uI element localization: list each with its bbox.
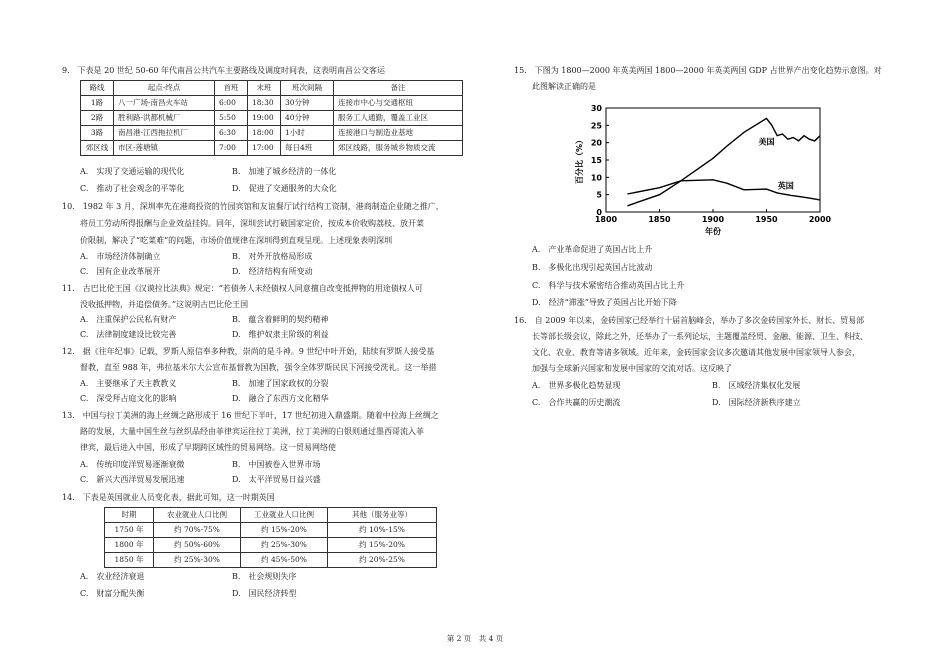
q14-option-a: A. 农业经济衰退 (80, 572, 145, 581)
table-header-cell: 工业就业人口比例 (241, 508, 328, 523)
table-header-cell: 时期 (105, 508, 154, 523)
table-row (81, 126, 463, 141)
y-tick-label: 20 (590, 138, 602, 148)
q10-option-b: B. 对外开放格局形成 (232, 252, 313, 261)
table-row (105, 523, 437, 538)
q15-stem-line: 15. 下图为 1800—2000 年英美两国 1800—2000 年英美两国 GDP 占世界产出变化趋势示意图。对 (514, 66, 882, 75)
q11-option-a: A. 注重保护公民私有财产 (80, 315, 177, 324)
table-cell: 1小时 (281, 126, 334, 141)
q15-option-c: C. 科学与技术紧密结合推动英国占比上升 (532, 281, 685, 290)
q14-option-d: D. 国民经济转型 (232, 589, 297, 598)
plot-frame (606, 108, 820, 212)
q16-stem-line: 16. 自 2009 年以来，金砖国家已经举行十届首脑峰会，举办了多次金砖国家外长、财长、贸易部 (514, 316, 865, 325)
q9-option-b: B. 加速了城乡经济的一体化 (232, 167, 337, 176)
q9-option-c: C. 推动了社会观念的平等化 (80, 184, 185, 193)
table-cell: 连接市中心与交通枢纽 (334, 96, 463, 111)
q14-table (104, 507, 437, 568)
y-tick-label: 10 (590, 173, 602, 183)
table-cell: 17:00 (248, 141, 281, 156)
table-cell: 郊区线路，服务城乡物质交流 (334, 141, 463, 156)
table-header-cell: 其他（服务业等） (328, 508, 437, 523)
y-axis-label: 百分比（%） (575, 135, 584, 185)
table-cell: 约 20%-25% (328, 553, 437, 568)
x-tick-label: 1850 (648, 215, 671, 224)
table-cell: 40分钟 (281, 111, 334, 126)
q16-option-b: B. 区域经济集权化发展 (712, 381, 801, 390)
q12-stem-line: 12. 据《往年纪事》记载，罗斯人原信奉多种教，崇尚的是斗神。9 世纪中叶开始，陆续有罗斯人接受基 (62, 347, 435, 356)
q13-option-a: A. 传统印度洋贸易逐渐衰微 (80, 460, 185, 469)
q14-stem: 14. 下表是英国就业人员变化表，据此可知，这一时期英国 (62, 493, 275, 502)
gdp-share-chart (572, 100, 832, 240)
table-cell: 约 50%-60% (154, 538, 241, 553)
q12-option-b: B. 加速了国家政权的分裂 (232, 379, 329, 388)
table-cell: 2路 (81, 111, 114, 126)
table-cell: 南昌港-江西拖拉机厂 (114, 126, 215, 141)
q16-option-c: C. 合作共赢的历史潮流 (532, 398, 621, 407)
q9-option-a: A. 实现了交通运输的现代化 (80, 167, 185, 176)
q10-stem-line: 价限制，解决了“吃菜难”的问题，市场价值规律在深圳得到直观呈现。上述现象表明深圳 (80, 236, 393, 245)
q12-option-a: A. 主要继承了天主教教义 (80, 379, 177, 388)
q13-stem-line: 律宾，最后进入中国，形成了早期跨区域性的贸易网络。这一贸易网络使 (80, 443, 336, 452)
table-cell: 18:00 (248, 126, 281, 141)
chart-series (627, 118, 820, 205)
x-tick-label: 1900 (701, 215, 725, 224)
table-cell: 5:50 (215, 111, 248, 126)
x-tick-label: 2000 (808, 215, 832, 224)
q11-option-b: B. 蕴含着鲜明的契约精神 (232, 315, 329, 324)
q11-stem-line: 没收抵押物，并追偿债务。”这说明古巴比伦王国 (80, 300, 249, 309)
table-cell: 约 10%-15% (328, 523, 437, 538)
q10-option-d: D. 经济结构有所变动 (232, 267, 313, 276)
q16-option-d: D. 国际经济新秩序建立 (712, 398, 801, 407)
table-header-row (81, 81, 463, 96)
table-cell: 约 25%-30% (241, 538, 328, 553)
table-cell: 服务工人通勤，覆盖工业区 (334, 111, 463, 126)
table-header-cell: 起点-终点 (114, 81, 215, 96)
table-cell: 1路 (81, 96, 114, 111)
table-row (105, 538, 437, 553)
table-cell: 1750 年 (105, 523, 154, 538)
table-cell: 约 15%-20% (328, 538, 437, 553)
table-cell: 30分钟 (281, 96, 334, 111)
table-header-cell: 班次间隔 (281, 81, 334, 96)
table-header-cell: 末班 (248, 81, 281, 96)
x-tick-label: 1950 (755, 215, 778, 224)
q16-option-a: A. 世界多极化趋势显现 (532, 381, 621, 390)
q15-option-b: B. 多极化出现引起英国占比波动 (532, 263, 653, 272)
table-cell: 6:30 (215, 126, 248, 141)
table-cell: 连接港口与制造业基地 (334, 126, 463, 141)
q12-stem-line: 督教，直至 988 年，弗拉基米尔大公宣布基督教为国教，强令全体罗斯民民下河接受洗礼。这一举措 (80, 363, 437, 372)
x-axis-label: 年份 (705, 227, 721, 236)
y-tick-label: 30 (590, 104, 602, 113)
table-header-cell: 备注 (334, 81, 463, 96)
table-cell: 每日4班 (281, 141, 334, 156)
q16-stem-line: 长等部长级会议，除此之外，还举办了一系列论坛，主题覆盖经贸、金融、能源、卫生、科技、 (532, 332, 868, 341)
q15-option-a: A. 产业革命促进了英国占比上升 (532, 245, 653, 254)
table-cell: 约 25%-30% (154, 553, 241, 568)
q13-stem-line: 13. 中国与拉丁美洲的海上丝绸之路形成于 16 世纪下半叶，17 世纪初进入鼎盛期。随着中拉海上丝绸之 (62, 411, 439, 420)
table-row (81, 111, 463, 126)
x-tick-label: 1800 (594, 215, 618, 224)
q12-option-c: C. 深受拜占庭文化的影响 (80, 394, 177, 403)
q10-stem-line: 将员工劳动所得报酬与企业效益挂钩。同年，深圳尝试打破国家定价，按成本价收购荔枝、放开菜 (80, 219, 424, 228)
q11-option-d: D. 维护奴隶主阶级的利益 (232, 330, 329, 339)
table-cell: 胜利路-洪都机械厂 (114, 111, 215, 126)
q9-option-d: D. 促进了交通服务的大众化 (232, 184, 337, 193)
table-cell: 7:00 (215, 141, 248, 156)
table-cell: 3路 (81, 126, 114, 141)
table-cell: 19:00 (248, 111, 281, 126)
q13-option-c: C. 新兴大西洋贸易发展迅速 (80, 475, 185, 484)
table-cell: 八一广场-南昌火车站 (114, 96, 215, 111)
q9-stem: 9. 下表是 20 世纪 50-60 年代南昌公共汽车主要路线及调度时间表，这表明南昌公交客运 (62, 66, 386, 75)
table-cell: 约 70%-75% (154, 523, 241, 538)
y-tick-label: 25 (590, 121, 602, 131)
table-cell: 6:00 (215, 96, 248, 111)
q9-table (80, 80, 463, 156)
table-cell: 1850 年 (105, 553, 154, 568)
y-tick-label: 5 (596, 190, 602, 200)
chart-ticks (591, 104, 832, 224)
table-row (81, 141, 463, 156)
table-header-cell: 首班 (215, 81, 248, 96)
q12-option-d: D. 融合了东西方文化精华 (232, 394, 329, 403)
table-cell: 郊区线 (81, 141, 114, 156)
table-cell: 1800 年 (105, 538, 154, 553)
table-cell: 18:30 (248, 96, 281, 111)
table-cell: 约 45%-50% (241, 553, 328, 568)
series-label-uk: 英国 (777, 181, 794, 191)
q15-option-d: D. 经济“滞涨”导致了英国占比开始下降 (532, 298, 677, 307)
q10-option-c: C. 国有企业改革展开 (80, 267, 161, 276)
q10-option-a: A. 市场经济体制确立 (80, 252, 161, 261)
y-tick-label: 0 (596, 208, 602, 217)
q11-option-c: C. 法律制度建设比较完善 (80, 330, 177, 339)
q15-stem-line: 此图解读正确的是 (532, 82, 596, 91)
page-footer: 第 2 页 共 4 页 (446, 634, 504, 643)
table-header-cell: 农业就业人口比例 (154, 508, 241, 523)
series-line-usa (627, 118, 820, 205)
q14-option-b: B. 社会规则失序 (232, 572, 297, 581)
table-header-cell: 路线 (81, 81, 114, 96)
table-cell: 市区-莲塘镇 (114, 141, 215, 156)
q14-option-c: C. 财富分配失衡 (80, 589, 145, 598)
table-cell: 约 15%-20% (241, 523, 328, 538)
q16-stem-line: 加强与全球新兴国家和发展中国家的交流对话。这反映了 (532, 364, 732, 373)
chart-axes (606, 108, 820, 212)
table-row (81, 96, 463, 111)
table-header-row (105, 508, 437, 523)
q13-option-d: D. 太平洋贸易日益兴盛 (232, 475, 321, 484)
series-label-usa: 美国 (758, 137, 775, 147)
table-row (105, 553, 437, 568)
q10-stem-line: 10. 1982 年 3 月，深圳率先在港商投资的竹园宾馆和友谊餐厅试行结构工资制，港商制造企业随之推广， (62, 202, 444, 211)
q11-stem-line: 11. 古巴比伦王国《汉谟拉比法典》规定：“若债务人未经债权人同意擅自改变抵押物的用途债权人可 (62, 284, 423, 293)
y-tick-label: 15 (590, 156, 602, 165)
q16-stem-line: 文化、农业、教育等诸多领域。近年来，金砖国家会议多次邀请其他发展中国家领导人参会， (532, 348, 860, 357)
q13-option-b: B. 中国被卷入世界市场 (232, 460, 321, 469)
q13-stem-line: 路的发展，大量中国生丝与丝织品经由菲律宾运往拉丁美洲，拉丁美洲的白银则通过墨西哥流入菲 (80, 427, 424, 436)
